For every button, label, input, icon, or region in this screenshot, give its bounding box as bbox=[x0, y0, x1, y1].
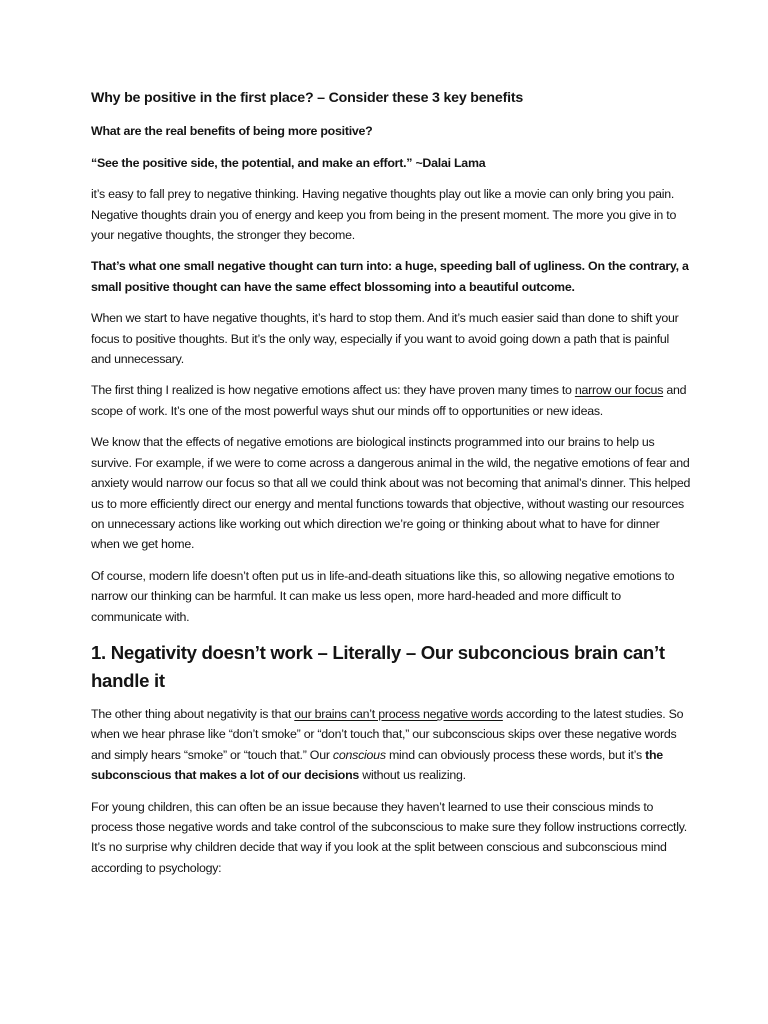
paragraph-young-children: For young children, this can often be an issue because they haven’t learned to use their conscious minds to process those negative words and take control of the subconscious to make sure they follow instructions correctly. It’s no surprise why children decide that way if you look at the split between conscious and subconscious mind according to psychology: bbox=[91, 799, 687, 875]
paragraph-negative-words-text-4: without us realizing. bbox=[359, 768, 466, 783]
paragraph-shift-focus: When we start to have negative thoughts, it’s hard to stop them. And it’s much easier said than done to shift your focus to positive thoughts. But it’s the only way, especially if you want to avoid going down a path that is painful and unnecessary. bbox=[91, 311, 679, 367]
paragraph-negative-words-text-1: The other thing about negativity is that bbox=[91, 706, 295, 721]
paragraph-negative-words bbox=[91, 704, 691, 786]
section-heading-negativity: 1. Negativity doesn’t work – Literally – Our subconcious brain can’t handle it bbox=[91, 641, 665, 691]
document-body bbox=[91, 88, 691, 889]
paragraph-biological-instincts: We know that the effects of negative emotions are biological instincts programmed into our brains to help us survive. For example, if we were to come across a dangerous animal in the wild, the negative emotions of fear and anxiety would narrow our focus so that all we could think about was not becoming that animal’s dinner. This helped us to more efficiently direct our energy and mental functions towards that objective, without wasting our resources on unnecessary actions like working out which direction we’re going or thinking about what to have for dinner when we get home. bbox=[91, 435, 691, 552]
document-subtitle: What are the real benefits of being more positive? bbox=[91, 124, 373, 139]
paragraph-modern-life: Of course, modern life doesn’t often put us in life-and-death situations like this, so allowing negative emotions to narrow our thinking can be harmful. It can make us less open, more hard-headed and more difficult to communicate with. bbox=[91, 568, 675, 624]
paragraph-negative-words-text-2: according to the latest studies. So when we hear phrase like “don’t smoke” or “don’t touch that,” our subconscious skips over these negative words and simply hears “smoke” or “touch that.” Our bbox=[91, 706, 684, 762]
conscious-emphasis: conscious bbox=[332, 747, 386, 762]
paragraph-ball-of-ugliness: That’s what one small negative thought can turn into: a huge, speeding ball of ugliness. On the contrary, a small positive thought can have the same effect blossoming into a beautiful outcome. bbox=[91, 259, 689, 294]
paragraph-narrow-focus-text-1: The first thing I realized is how negative emotions affect us: they have proven many times to bbox=[91, 383, 575, 398]
narrow-our-focus-link[interactable]: narrow our focus bbox=[574, 383, 664, 398]
paragraph-narrow-focus bbox=[91, 380, 691, 421]
paragraph-negative-thinking: it’s easy to fall prey to negative thinking. Having negative thoughts play out like a movie can only bring you pain. Negative thoughts drain you of energy and keep you from being in the present moment. The more you give in to your negative thoughts, the stronger they become. bbox=[91, 187, 677, 243]
paragraph-negative-words-text-3: mind can obviously process these words, but it’s bbox=[385, 747, 646, 762]
document-title: Why be positive in the first place? – Consider these 3 key benefits bbox=[91, 90, 524, 106]
brains-cant-process-link[interactable]: our brains can’t process negative words bbox=[294, 706, 503, 721]
paragraph-narrow-focus-text-2: and scope of work. It’s one of the most powerful ways shut our minds off to opportunities or new ideas. bbox=[91, 383, 687, 418]
dalai-lama-quote: “See the positive side, the potential, and make an effort.” ~Dalai Lama bbox=[91, 155, 486, 170]
subconscious-decisions-bold: the subconscious that makes a lot of our decisions bbox=[91, 747, 663, 783]
